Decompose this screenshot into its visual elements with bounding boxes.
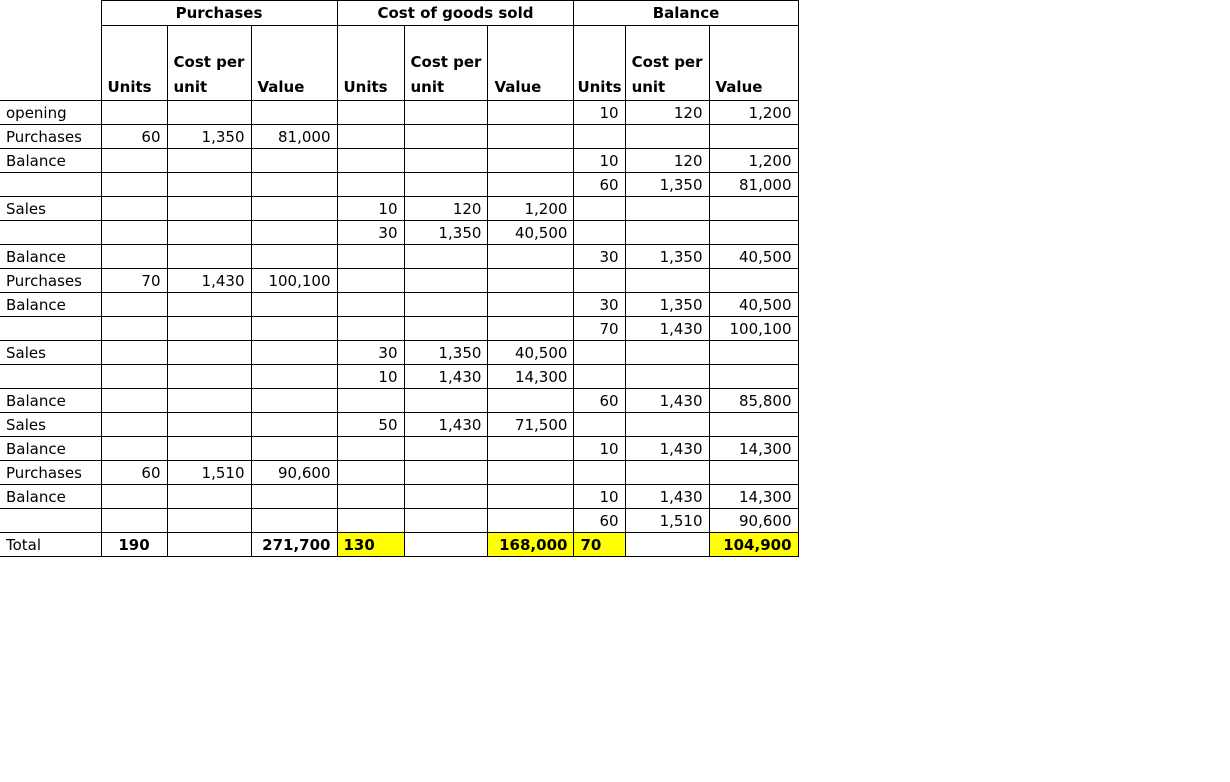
p-units-cell: 60 <box>101 461 167 485</box>
c-cost-cell <box>404 485 488 509</box>
purchases-value-header: Value <box>251 26 337 101</box>
table-row <box>0 125 798 149</box>
balance-units-header: Units <box>574 26 625 101</box>
table-row <box>0 101 798 125</box>
b-cost-cell <box>625 125 709 149</box>
p-cost-cell <box>167 245 251 269</box>
p-value-cell <box>251 101 337 125</box>
b-value-cell: 14,300 <box>709 485 798 509</box>
cogs-value-header: Value <box>488 26 574 101</box>
c-value-cell <box>488 485 574 509</box>
c-units-cell <box>337 149 404 173</box>
corner-cell <box>0 1 101 26</box>
c-cost-cell <box>404 269 488 293</box>
p-value-cell <box>251 245 337 269</box>
p-value-cell <box>251 341 337 365</box>
p-value-cell <box>251 365 337 389</box>
p-units-cell <box>101 101 167 125</box>
b-cost-cell <box>625 197 709 221</box>
b-cost-cell <box>625 365 709 389</box>
p-units-cell <box>101 293 167 317</box>
c-cost-cell <box>404 173 488 197</box>
column-header-row <box>0 26 798 101</box>
p-cost-cell <box>167 101 251 125</box>
b-value-cell: 85,800 <box>709 389 798 413</box>
p-units-cell <box>101 389 167 413</box>
b-value-cell <box>709 197 798 221</box>
p-units-cell <box>101 245 167 269</box>
b-units-cell <box>574 341 625 365</box>
b-value-cell <box>709 413 798 437</box>
c-value-cell <box>488 125 574 149</box>
p-units-cell <box>101 221 167 245</box>
table-row <box>0 365 798 389</box>
p-cost-cell: 1,510 <box>167 461 251 485</box>
b-units-cell: 30 <box>574 245 625 269</box>
row-label: Sales <box>0 197 101 221</box>
p-units-cell: 60 <box>101 125 167 149</box>
table-row <box>0 317 798 341</box>
b-value-cell <box>709 269 798 293</box>
b-value-cell: 81,000 <box>709 173 798 197</box>
row-label: Sales <box>0 413 101 437</box>
c-cost-cell <box>404 245 488 269</box>
p-units-cell <box>101 437 167 461</box>
p-cost-cell <box>167 221 251 245</box>
c-units-cell <box>337 509 404 533</box>
p-units-cell <box>101 149 167 173</box>
c-units-cell <box>337 101 404 125</box>
row-label: Balance <box>0 485 101 509</box>
b-value-cell: 90,600 <box>709 509 798 533</box>
p-units-cell <box>101 413 167 437</box>
b-cost-cell <box>625 221 709 245</box>
b-cost-cell <box>625 341 709 365</box>
b-value-cell <box>709 341 798 365</box>
p-units-cell <box>101 317 167 341</box>
p-value-cell: 100,100 <box>251 269 337 293</box>
c-units-cell <box>337 437 404 461</box>
b-units-cell: 10 <box>574 485 625 509</box>
c-value-cell <box>488 245 574 269</box>
p-value-cell: 81,000 <box>251 125 337 149</box>
c-cost-cell: 1,430 <box>404 413 488 437</box>
cost-per-line1: Cost per <box>173 53 245 71</box>
c-cost-cell: 1,350 <box>404 221 488 245</box>
c-value-cell <box>488 101 574 125</box>
b-units-cell <box>574 125 625 149</box>
b-units-cell <box>574 365 625 389</box>
table-row <box>0 461 798 485</box>
c-units-cell <box>337 269 404 293</box>
b-cost-cell: 120 <box>625 149 709 173</box>
p-units-cell <box>101 197 167 221</box>
table-row <box>0 149 798 173</box>
table-row <box>0 245 798 269</box>
p-cost-cell <box>167 509 251 533</box>
row-label: Balance <box>0 245 101 269</box>
p-cost-cell <box>167 389 251 413</box>
b-units-cell: 70 <box>574 317 625 341</box>
total-purchases-value: 271,700 <box>251 533 337 557</box>
b-cost-cell: 1,350 <box>625 173 709 197</box>
c-value-cell <box>488 149 574 173</box>
c-value-cell <box>488 509 574 533</box>
b-value-cell: 40,500 <box>709 245 798 269</box>
c-cost-cell: 120 <box>404 197 488 221</box>
b-units-cell: 30 <box>574 293 625 317</box>
inventory-ledger-table <box>0 0 799 557</box>
table-row <box>0 269 798 293</box>
p-units-cell: 70 <box>101 269 167 293</box>
c-units-cell: 50 <box>337 413 404 437</box>
p-cost-cell <box>167 149 251 173</box>
b-cost-cell: 1,350 <box>625 293 709 317</box>
c-cost-cell <box>404 149 488 173</box>
p-cost-cell <box>167 293 251 317</box>
b-units-cell <box>574 461 625 485</box>
p-units-cell <box>101 341 167 365</box>
row-label <box>0 173 101 197</box>
total-cogs-units: 130 <box>337 533 404 557</box>
row-label: Purchases <box>0 125 101 149</box>
p-value-cell: 90,600 <box>251 461 337 485</box>
p-value-cell <box>251 389 337 413</box>
b-value-cell: 100,100 <box>709 317 798 341</box>
b-cost-cell: 1,430 <box>625 485 709 509</box>
label-header-cell <box>0 26 101 101</box>
total-cogs-value: 168,000 <box>488 533 574 557</box>
cogs-group-header: Cost of goods sold <box>337 1 574 26</box>
c-value-cell <box>488 269 574 293</box>
row-label <box>0 221 101 245</box>
c-cost-cell <box>404 461 488 485</box>
c-value-cell: 40,500 <box>488 341 574 365</box>
b-units-cell: 60 <box>574 509 625 533</box>
p-value-cell <box>251 509 337 533</box>
b-value-cell: 1,200 <box>709 149 798 173</box>
p-cost-cell <box>167 197 251 221</box>
table-row <box>0 197 798 221</box>
row-label: Purchases <box>0 461 101 485</box>
b-units-cell <box>574 269 625 293</box>
c-cost-cell <box>404 317 488 341</box>
row-label: opening <box>0 101 101 125</box>
balance-group-header: Balance <box>574 1 798 26</box>
b-value-cell <box>709 365 798 389</box>
c-units-cell <box>337 293 404 317</box>
total-label: Total <box>0 533 101 557</box>
b-cost-cell: 1,510 <box>625 509 709 533</box>
b-units-cell: 10 <box>574 437 625 461</box>
p-units-cell <box>101 365 167 389</box>
c-value-cell <box>488 317 574 341</box>
total-balance-units: 70 <box>574 533 625 557</box>
table-row <box>0 509 798 533</box>
c-value-cell <box>488 293 574 317</box>
row-label: Balance <box>0 389 101 413</box>
c-cost-cell <box>404 509 488 533</box>
cost-per-line2: unit <box>631 78 666 96</box>
total-purchases-units: 190 <box>101 533 167 557</box>
p-cost-cell <box>167 485 251 509</box>
c-units-cell <box>337 485 404 509</box>
total-cogs-cost <box>404 533 488 557</box>
balance-value-header: Value <box>709 26 798 101</box>
p-value-cell <box>251 317 337 341</box>
b-units-cell <box>574 221 625 245</box>
c-value-cell: 40,500 <box>488 221 574 245</box>
row-label <box>0 317 101 341</box>
row-label: Balance <box>0 149 101 173</box>
p-cost-cell <box>167 413 251 437</box>
c-cost-cell: 1,430 <box>404 365 488 389</box>
p-value-cell <box>251 485 337 509</box>
p-units-cell <box>101 173 167 197</box>
c-units-cell: 10 <box>337 197 404 221</box>
b-cost-cell: 120 <box>625 101 709 125</box>
table-row <box>0 485 798 509</box>
row-label: Balance <box>0 437 101 461</box>
p-cost-cell <box>167 173 251 197</box>
b-units-cell <box>574 413 625 437</box>
p-value-cell <box>251 149 337 173</box>
table-row <box>0 413 798 437</box>
p-cost-cell: 1,430 <box>167 269 251 293</box>
c-value-cell <box>488 389 574 413</box>
p-value-cell <box>251 293 337 317</box>
p-units-cell <box>101 509 167 533</box>
table-row <box>0 221 798 245</box>
row-label <box>0 365 101 389</box>
c-units-cell <box>337 173 404 197</box>
row-label: Balance <box>0 293 101 317</box>
b-cost-cell <box>625 269 709 293</box>
p-cost-cell <box>167 365 251 389</box>
c-units-cell <box>337 389 404 413</box>
cogs-units-header: Units <box>337 26 404 101</box>
c-value-cell <box>488 437 574 461</box>
p-units-cell <box>101 485 167 509</box>
c-value-cell: 1,200 <box>488 197 574 221</box>
b-cost-cell: 1,430 <box>625 389 709 413</box>
c-units-cell <box>337 125 404 149</box>
c-cost-cell <box>404 125 488 149</box>
row-label: Sales <box>0 341 101 365</box>
c-value-cell: 14,300 <box>488 365 574 389</box>
b-cost-cell: 1,430 <box>625 437 709 461</box>
c-value-cell: 71,500 <box>488 413 574 437</box>
c-units-cell <box>337 461 404 485</box>
total-row <box>0 533 798 557</box>
cost-per-line2: unit <box>173 78 208 96</box>
p-value-cell <box>251 221 337 245</box>
total-balance-value: 104,900 <box>709 533 798 557</box>
balance-cost-header <box>625 26 709 101</box>
b-units-cell <box>574 197 625 221</box>
b-value-cell <box>709 461 798 485</box>
c-units-cell: 10 <box>337 365 404 389</box>
cogs-cost-header <box>404 26 488 101</box>
table-row <box>0 173 798 197</box>
row-label <box>0 509 101 533</box>
total-purchases-cost <box>167 533 251 557</box>
cost-per-line1: Cost per <box>410 53 482 71</box>
p-cost-cell <box>167 341 251 365</box>
row-label: Purchases <box>0 269 101 293</box>
purchases-units-header: Units <box>101 26 167 101</box>
p-value-cell <box>251 437 337 461</box>
b-value-cell: 14,300 <box>709 437 798 461</box>
b-value-cell: 1,200 <box>709 101 798 125</box>
b-cost-cell <box>625 413 709 437</box>
c-cost-cell <box>404 293 488 317</box>
purchases-cost-header <box>167 26 251 101</box>
b-units-cell: 10 <box>574 101 625 125</box>
p-value-cell <box>251 173 337 197</box>
p-cost-cell <box>167 317 251 341</box>
c-value-cell <box>488 173 574 197</box>
b-value-cell <box>709 221 798 245</box>
total-balance-cost <box>625 533 709 557</box>
c-cost-cell <box>404 389 488 413</box>
c-cost-cell <box>404 101 488 125</box>
b-units-cell: 60 <box>574 389 625 413</box>
c-units-cell <box>337 317 404 341</box>
p-cost-cell <box>167 437 251 461</box>
c-cost-cell: 1,350 <box>404 341 488 365</box>
c-units-cell <box>337 245 404 269</box>
p-cost-cell: 1,350 <box>167 125 251 149</box>
cost-per-line1: Cost per <box>631 53 703 71</box>
group-header-row <box>0 1 798 26</box>
b-value-cell: 40,500 <box>709 293 798 317</box>
purchases-group-header: Purchases <box>101 1 337 26</box>
c-units-cell: 30 <box>337 221 404 245</box>
b-value-cell <box>709 125 798 149</box>
b-units-cell: 60 <box>574 173 625 197</box>
c-value-cell <box>488 461 574 485</box>
b-cost-cell: 1,350 <box>625 245 709 269</box>
table-row <box>0 437 798 461</box>
b-cost-cell <box>625 461 709 485</box>
table-row <box>0 341 798 365</box>
b-units-cell: 10 <box>574 149 625 173</box>
b-cost-cell: 1,430 <box>625 317 709 341</box>
cost-per-line2: unit <box>410 78 445 96</box>
table-row <box>0 293 798 317</box>
table-row <box>0 389 798 413</box>
p-value-cell <box>251 413 337 437</box>
c-units-cell: 30 <box>337 341 404 365</box>
c-cost-cell <box>404 437 488 461</box>
p-value-cell <box>251 197 337 221</box>
